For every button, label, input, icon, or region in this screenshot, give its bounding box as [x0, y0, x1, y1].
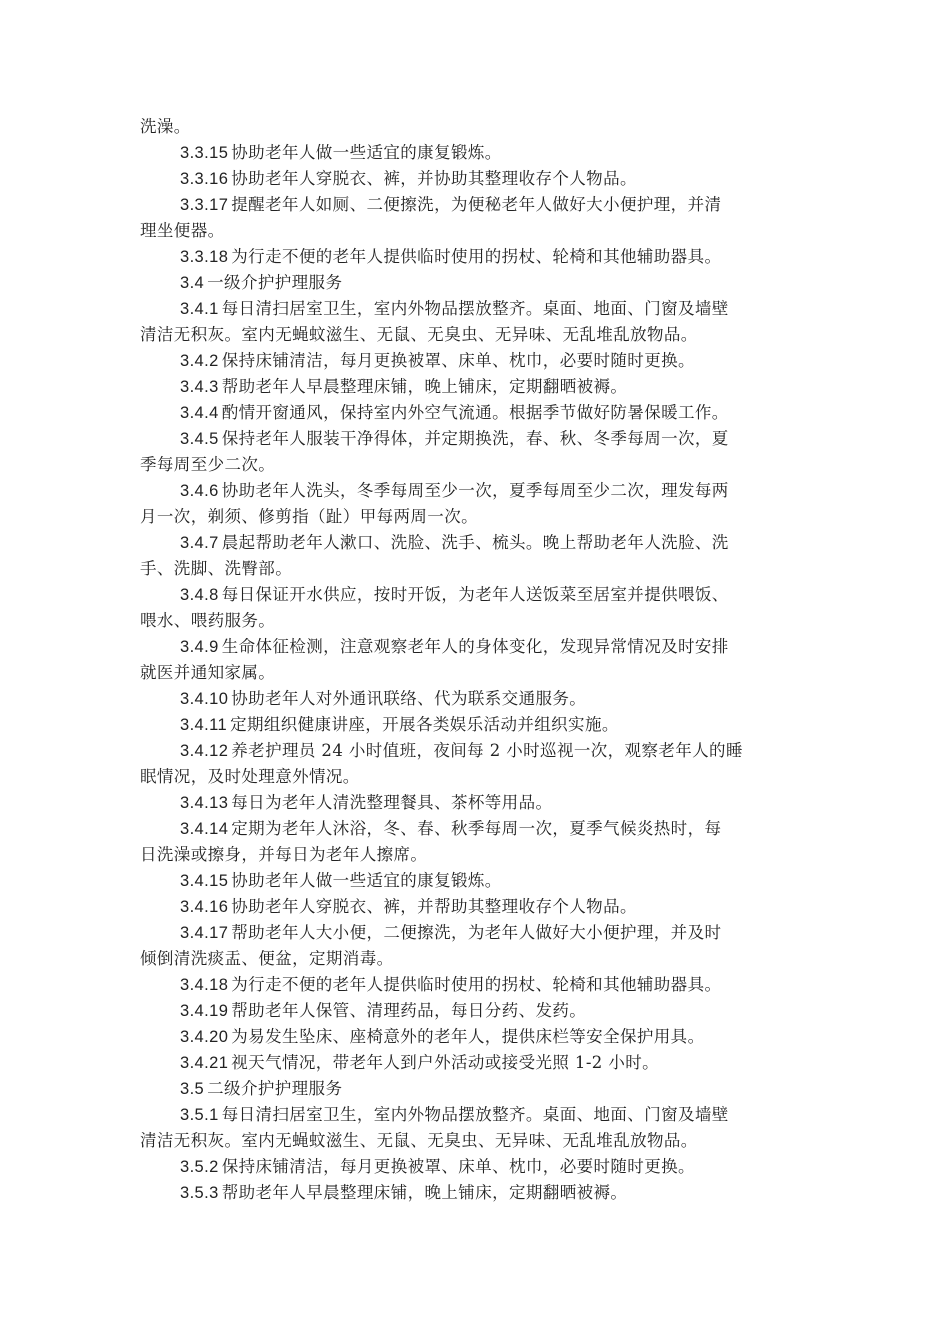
- paragraph-line: [140, 530, 810, 556]
- paragraph-continuation-line: [140, 842, 810, 868]
- clause-text: 协助老年人对外通讯联络、代为联系交通服务。: [231, 689, 587, 708]
- paragraph-line: [140, 1180, 810, 1206]
- paragraph-continuation-line: [140, 218, 810, 244]
- clause-number: 3.3.16: [180, 170, 229, 188]
- clause-text: 清洁无积灰。室内无蝇蚊滋生、无鼠、无臭虫、无异味、无乱堆乱放物品。: [140, 1131, 698, 1150]
- clause-text: 日洗澡或擦身，并每日为老年人擦席。: [140, 845, 428, 864]
- clause-text: 协助老年人做一些适宜的康复锻炼。: [231, 871, 502, 890]
- clause-text: 养老护理员 24 小时值班，夜间每 2 小时巡视一次，观察老年人的睡: [231, 741, 743, 760]
- paragraph-line: [140, 296, 810, 322]
- paragraph-line: [140, 868, 810, 894]
- clause-number: 3.4.15: [180, 872, 229, 890]
- clause-text: 保持床铺清洁，每月更换被罩、床单、枕巾，必要时随时更换。: [221, 351, 695, 370]
- paragraph-line: [140, 114, 810, 140]
- clause-text: 每日保证开水供应，按时开饭，为老年人送饭菜至居室并提供喂饭、: [221, 585, 729, 604]
- paragraph-line: [140, 634, 810, 660]
- paragraph-line: [140, 582, 810, 608]
- clause-number: 3.4.17: [180, 924, 229, 942]
- clause-text: 二级介护护理服务: [207, 1079, 343, 1098]
- clause-text: 洗澡。: [140, 117, 191, 136]
- clause-number: 3.4.1: [180, 300, 219, 318]
- clause-text: 眠情况，及时处理意外情况。: [140, 767, 360, 786]
- clause-text: 一级介护护理服务: [207, 273, 343, 292]
- clause-number: 3.4.10: [180, 690, 229, 708]
- paragraph-line: [140, 738, 810, 764]
- clause-text: 帮助老年人保管、清理药品，每日分药、发药。: [231, 1001, 587, 1020]
- clause-text: 为行走不便的老年人提供临时使用的拐杖、轮椅和其他辅助器具。: [231, 975, 722, 994]
- clause-number: 3.3.18: [180, 248, 229, 266]
- clause-text: 保持床铺清洁，每月更换被罩、床单、枕巾，必要时随时更换。: [221, 1157, 695, 1176]
- clause-number: 3.5.2: [180, 1158, 219, 1176]
- clause-text: 为易发生坠床、座椅意外的老年人，提供床栏等安全保护用具。: [231, 1027, 705, 1046]
- clause-number: 3.4.5: [180, 430, 219, 448]
- clause-number: 3.4.21: [180, 1054, 229, 1072]
- clause-text: 晨起帮助老年人漱口、洗脸、洗手、梳头。晚上帮助老年人洗脸、洗: [221, 533, 729, 552]
- clause-number: 3.4.12: [180, 742, 229, 760]
- clause-number: 3.4.8: [180, 586, 219, 604]
- clause-number: 3.4.3: [180, 378, 219, 396]
- clause-text: 酌情开窗通风，保持室内外空气流通。根据季节做好防暑保暖工作。: [221, 403, 729, 422]
- paragraph-continuation-line: [140, 764, 810, 790]
- clause-number: 3.4.9: [180, 638, 219, 656]
- paragraph-line: [140, 790, 810, 816]
- clause-number: 3.4.18: [180, 976, 229, 994]
- paragraph-line: [140, 1076, 810, 1102]
- clause-text: 提醒老年人如厕、二便擦洗，为便秘老年人做好大小便护理，并清: [231, 195, 722, 214]
- clause-text: 每日清扫居室卫生，室内外物品摆放整齐。桌面、地面、门窗及墙壁: [221, 299, 729, 318]
- clause-text: 协助老年人洗头，冬季每周至少一次，夏季每周至少二次，理发每两: [221, 481, 729, 500]
- clause-text: 清洁无积灰。室内无蝇蚊滋生、无鼠、无臭虫、无异味、无乱堆乱放物品。: [140, 325, 698, 344]
- paragraph-line: [140, 478, 810, 504]
- paragraph-line: [140, 894, 810, 920]
- clause-number: 3.5.3: [180, 1184, 219, 1202]
- clause-text: 理坐便器。: [140, 221, 225, 240]
- paragraph-line: [140, 686, 810, 712]
- paragraph-line: [140, 140, 810, 166]
- paragraph-continuation-line: [140, 452, 810, 478]
- paragraph-line: [140, 348, 810, 374]
- clause-number: 3.4: [180, 274, 205, 292]
- paragraph-line: [140, 1154, 810, 1180]
- document-body: [140, 114, 810, 1206]
- clause-text: 喂水、喂药服务。: [140, 611, 276, 630]
- clause-text: 帮助老年人早晨整理床铺，晚上铺床，定期翻晒被褥。: [221, 1183, 628, 1202]
- clause-text: 协助老年人穿脱衣、裤，并帮助其整理收存个人物品。: [231, 897, 637, 916]
- paragraph-continuation-line: [140, 1128, 810, 1154]
- clause-text: 倾倒清洗痰盂、便盆，定期消毒。: [140, 949, 394, 968]
- clause-number: 3.4.13: [180, 794, 229, 812]
- clause-text: 月一次，剃须、修剪指（趾）甲每两周一次。: [140, 507, 478, 526]
- clause-number: 3.5.1: [180, 1106, 219, 1124]
- clause-text: 手、洗脚、洗臀部。: [140, 559, 293, 578]
- clause-text: 视天气情况，带老年人到户外活动或接受光照 1-2 小时。: [231, 1053, 660, 1072]
- paragraph-line: [140, 400, 810, 426]
- paragraph-continuation-line: [140, 660, 810, 686]
- paragraph-line: [140, 426, 810, 452]
- clause-number: 3.4.14: [180, 820, 229, 838]
- clause-text: 定期组织健康讲座，开展各类娱乐活动并组织实施。: [230, 715, 619, 734]
- clause-text: 帮助老年人大小便，二便擦洗，为老年人做好大小便护理，并及时: [231, 923, 722, 942]
- clause-text: 季每周至少二次。: [140, 455, 276, 474]
- clause-text: 生命体征检测，注意观察老年人的身体变化，发现异常情况及时安排: [221, 637, 729, 656]
- clause-text: 定期为老年人沐浴，冬、春、秋季每周一次，夏季气候炎热时，每: [231, 819, 722, 838]
- clause-text: 为行走不便的老年人提供临时使用的拐杖、轮椅和其他辅助器具。: [231, 247, 722, 266]
- paragraph-continuation-line: [140, 556, 810, 582]
- clause-text: 每日清扫居室卫生，室内外物品摆放整齐。桌面、地面、门窗及墙壁: [221, 1105, 729, 1124]
- clause-number: 3.5: [180, 1080, 205, 1098]
- clause-number: 3.4.2: [180, 352, 219, 370]
- clause-number: 3.4.11: [180, 716, 228, 734]
- paragraph-line: [140, 270, 810, 296]
- clause-number: 3.4.19: [180, 1002, 229, 1020]
- clause-text: 协助老年人穿脱衣、裤，并协助其整理收存个人物品。: [231, 169, 637, 188]
- paragraph-continuation-line: [140, 608, 810, 634]
- clause-text: 协助老年人做一些适宜的康复锻炼。: [231, 143, 502, 162]
- paragraph-continuation-line: [140, 946, 810, 972]
- paragraph-line: [140, 374, 810, 400]
- clause-number: 3.3.15: [180, 144, 229, 162]
- paragraph-line: [140, 972, 810, 998]
- paragraph-line: [140, 1102, 810, 1128]
- clause-number: 3.4.7: [180, 534, 219, 552]
- paragraph-line: [140, 1024, 810, 1050]
- clause-text: 保持老年人服装干净得体，并定期换洗，春、秋、冬季每周一次，夏: [221, 429, 729, 448]
- paragraph-line: [140, 998, 810, 1024]
- clause-number: 3.4.16: [180, 898, 229, 916]
- clause-number: 3.4.4: [180, 404, 219, 422]
- paragraph-line: [140, 166, 810, 192]
- clause-text: 就医并通知家属。: [140, 663, 276, 682]
- paragraph-continuation-line: [140, 504, 810, 530]
- clause-number: 3.3.17: [180, 196, 229, 214]
- paragraph-line: [140, 244, 810, 270]
- clause-text: 每日为老年人清洗整理餐具、茶杯等用品。: [231, 793, 553, 812]
- clause-number: 3.4.20: [180, 1028, 229, 1046]
- paragraph-line: [140, 1050, 810, 1076]
- paragraph-line: [140, 192, 810, 218]
- paragraph-continuation-line: [140, 322, 810, 348]
- paragraph-line: [140, 816, 810, 842]
- clause-number: 3.4.6: [180, 482, 219, 500]
- clause-text: 帮助老年人早晨整理床铺，晚上铺床，定期翻晒被褥。: [221, 377, 628, 396]
- paragraph-line: [140, 920, 810, 946]
- paragraph-line: [140, 712, 810, 738]
